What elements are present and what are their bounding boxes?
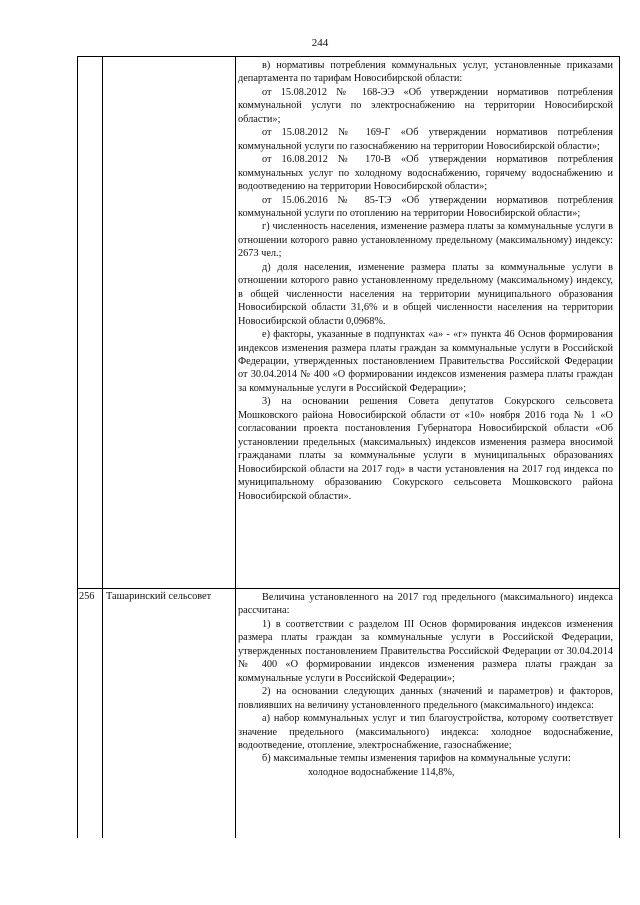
document-table [77, 56, 620, 838]
table-border-right [619, 56, 620, 838]
column-divider-name [235, 56, 236, 838]
column-divider-number [102, 56, 103, 838]
paragraph: от 15.06.2016 № 85-ТЭ «Об утверждении нормативов потребления коммунальной услуги по отоплению на территории Новосибирской области»; [238, 194, 613, 219]
paragraph: д) доля населения, изменение размера платы за коммунальные услуги в отношении которого равно установленному предельному (максимальному) индексу, в общей численности населения на территории муниципального образования Новосибирской области 31,6% и в общей численности населения на территории Новосибирской области 0,0968%. [238, 261, 613, 327]
paragraph: от 15.08.2012 № 168-ЭЭ «Об утверждении нормативов потребления коммунальной услуги по электроснабжению на территории Новосибирской области»; [238, 86, 613, 125]
paragraph: в) нормативы потребления коммунальных услуг, установленные приказами департамента по тарифам Новосибирской области: [238, 60, 613, 85]
paragraph: 2) на основании следующих данных (значений и параметров) и факторов, повлиявших на величину установленного предельного (максимального) индекса: [238, 686, 613, 711]
municipality-name: Ташаринский сельсовет [106, 591, 212, 602]
row-number: 256 [79, 591, 95, 602]
row-divider [77, 588, 620, 589]
table-row-continued-description [238, 59, 613, 503]
paragraph: б) максимальные темпы изменения тарифов на коммунальные услуги: [262, 753, 571, 765]
paragraph: г) численность населения, изменение размера платы за коммунальные услуги в отношении которого равно установленному предельному (максимальному) индексу: 2673 чел.; [238, 221, 613, 260]
table-border-top [77, 56, 620, 57]
table-row-256-description [238, 591, 613, 779]
page-number: 244 [311, 37, 329, 49]
paragraph: Величина установленного на 2017 год предельного (максимального) индекса рассчитана: [238, 592, 613, 617]
paragraph: 3) на основании решения Совета депутатов Сокурского сельсовета Мошковского района Новосибирской области от «10» ноября 2016 года № 1 «О согласовании проекта постановления Губернатора Новосибирской области «Об установлении предельных (максимальных) индексов изменения размера вносимой гражданами платы за коммунальные услуги в муниципальных образованиях Новосибирской области на 2017 год» в части установления на 2017 год индекса по муниципальному образованию Сокурского сельсовета Мошковского района Новосибирской области». [238, 396, 613, 502]
paragraph: холодное водоснабжение 114,8%, [308, 766, 455, 778]
paragraph: от 15.08.2012 № 169-Г «Об утверждении нормативов потребления коммунальной услуги по газоснабжению на территории Новосибирской области»; [238, 127, 613, 152]
paragraph: а) набор коммунальных услуг и тип благоустройства, которому соответствует значение предельного (максимального) индекса: холодное водоснабжение, водоотведение, отопление, электроснабжение, газоснабжение; [238, 713, 613, 751]
paragraph: е) факторы, указанные в подпунктах «а» - «г» пункта 46 Основ формирования индексов изменения размера платы граждан за коммунальные услуги в Российской Федерации, утвержденных постановлением Правительства Российской Федерации от 30.04.2014 № 400 «О формировании индексов изменения размера платы граждан за коммунальные услуги в Российской Федерации»; [238, 329, 613, 394]
paragraph: 1) в соответствии с разделом III Основ формирования индексов изменения размера платы граждан за коммунальные услуги в Российской Федерации, утвержденных постановлением Правительства Российской Федерации от 30.04.2014 № 400 «О формировании индексов изменения размера платы граждан за коммунальные услуги в Российской Федерации»; [238, 618, 613, 684]
paragraph: от 16.08.2012 № 170-В «Об утверждении нормативов потребления коммунальных услуг по холодному водоснабжению, горячему водоснабжению и водоотведению на территории Новосибирской области»; [238, 154, 613, 193]
table-border-left [77, 56, 78, 838]
